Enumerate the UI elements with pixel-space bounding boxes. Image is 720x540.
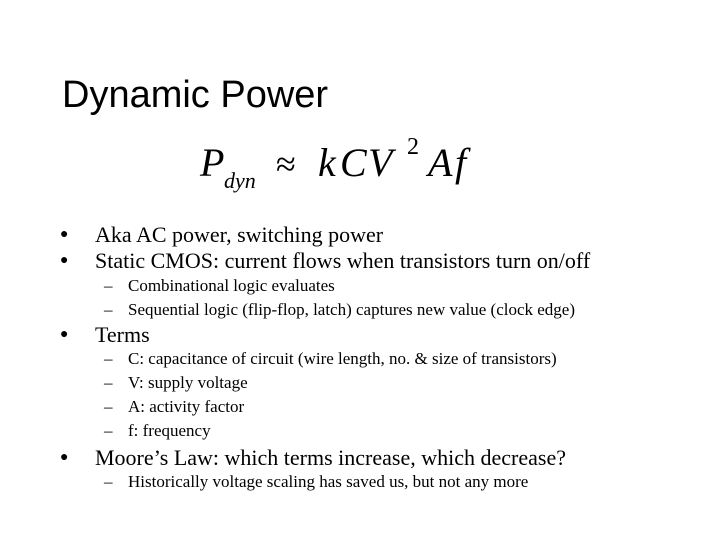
dash-icon: – [104,472,113,491]
formula-v: V [368,140,393,185]
formula-f: f [455,140,467,185]
sub-bullet-text: V: supply voltage [128,373,248,392]
formula-subscript-dyn: dyn [224,168,256,193]
dynamic-power-formula [196,134,496,198]
formula-exponent: 2 [407,134,419,160]
sub-bullet-text: A: activity factor [128,397,245,416]
bullet-text: Aka AC power, switching power [95,222,384,247]
formula-a: A [428,140,453,185]
sub-bullet-text: Sequential logic (flip-flop, latch) captures new value (clock edge) [128,300,576,319]
formula-approx: ≈ [276,144,296,184]
sub-bullet-text: f: frequency [128,421,211,440]
dash-icon: – [104,300,113,319]
bullet-dot-icon: ● [60,327,69,342]
dash-icon: – [104,421,113,440]
formula-k: k [318,140,336,185]
slide-title: Dynamic Power [62,74,329,116]
formula-c: C [340,140,367,185]
bullet-dot-icon: ● [60,253,69,268]
dash-icon: – [104,397,113,416]
dash-icon: – [104,276,113,295]
bullet-dot-icon: ● [60,227,69,242]
sub-bullet-text: C: capacitance of circuit (wire length, no. & size of transistors) [128,349,557,368]
bullet-text: Static CMOS: current flows when transistors turn on/off [95,248,591,273]
dash-icon: – [104,373,113,392]
bullet-text: Moore’s Law: which terms increase, which decrease? [95,445,566,470]
formula-svg [196,134,496,198]
dash-icon: – [104,349,113,368]
bullet-dot-icon: ● [60,450,69,465]
sub-bullet-text: Historically voltage scaling has saved us, but not any more [128,472,529,491]
formula-p: P [200,140,225,185]
sub-bullet-text: Combinational logic evaluates [128,276,335,295]
bullet-text: Terms [95,322,150,347]
